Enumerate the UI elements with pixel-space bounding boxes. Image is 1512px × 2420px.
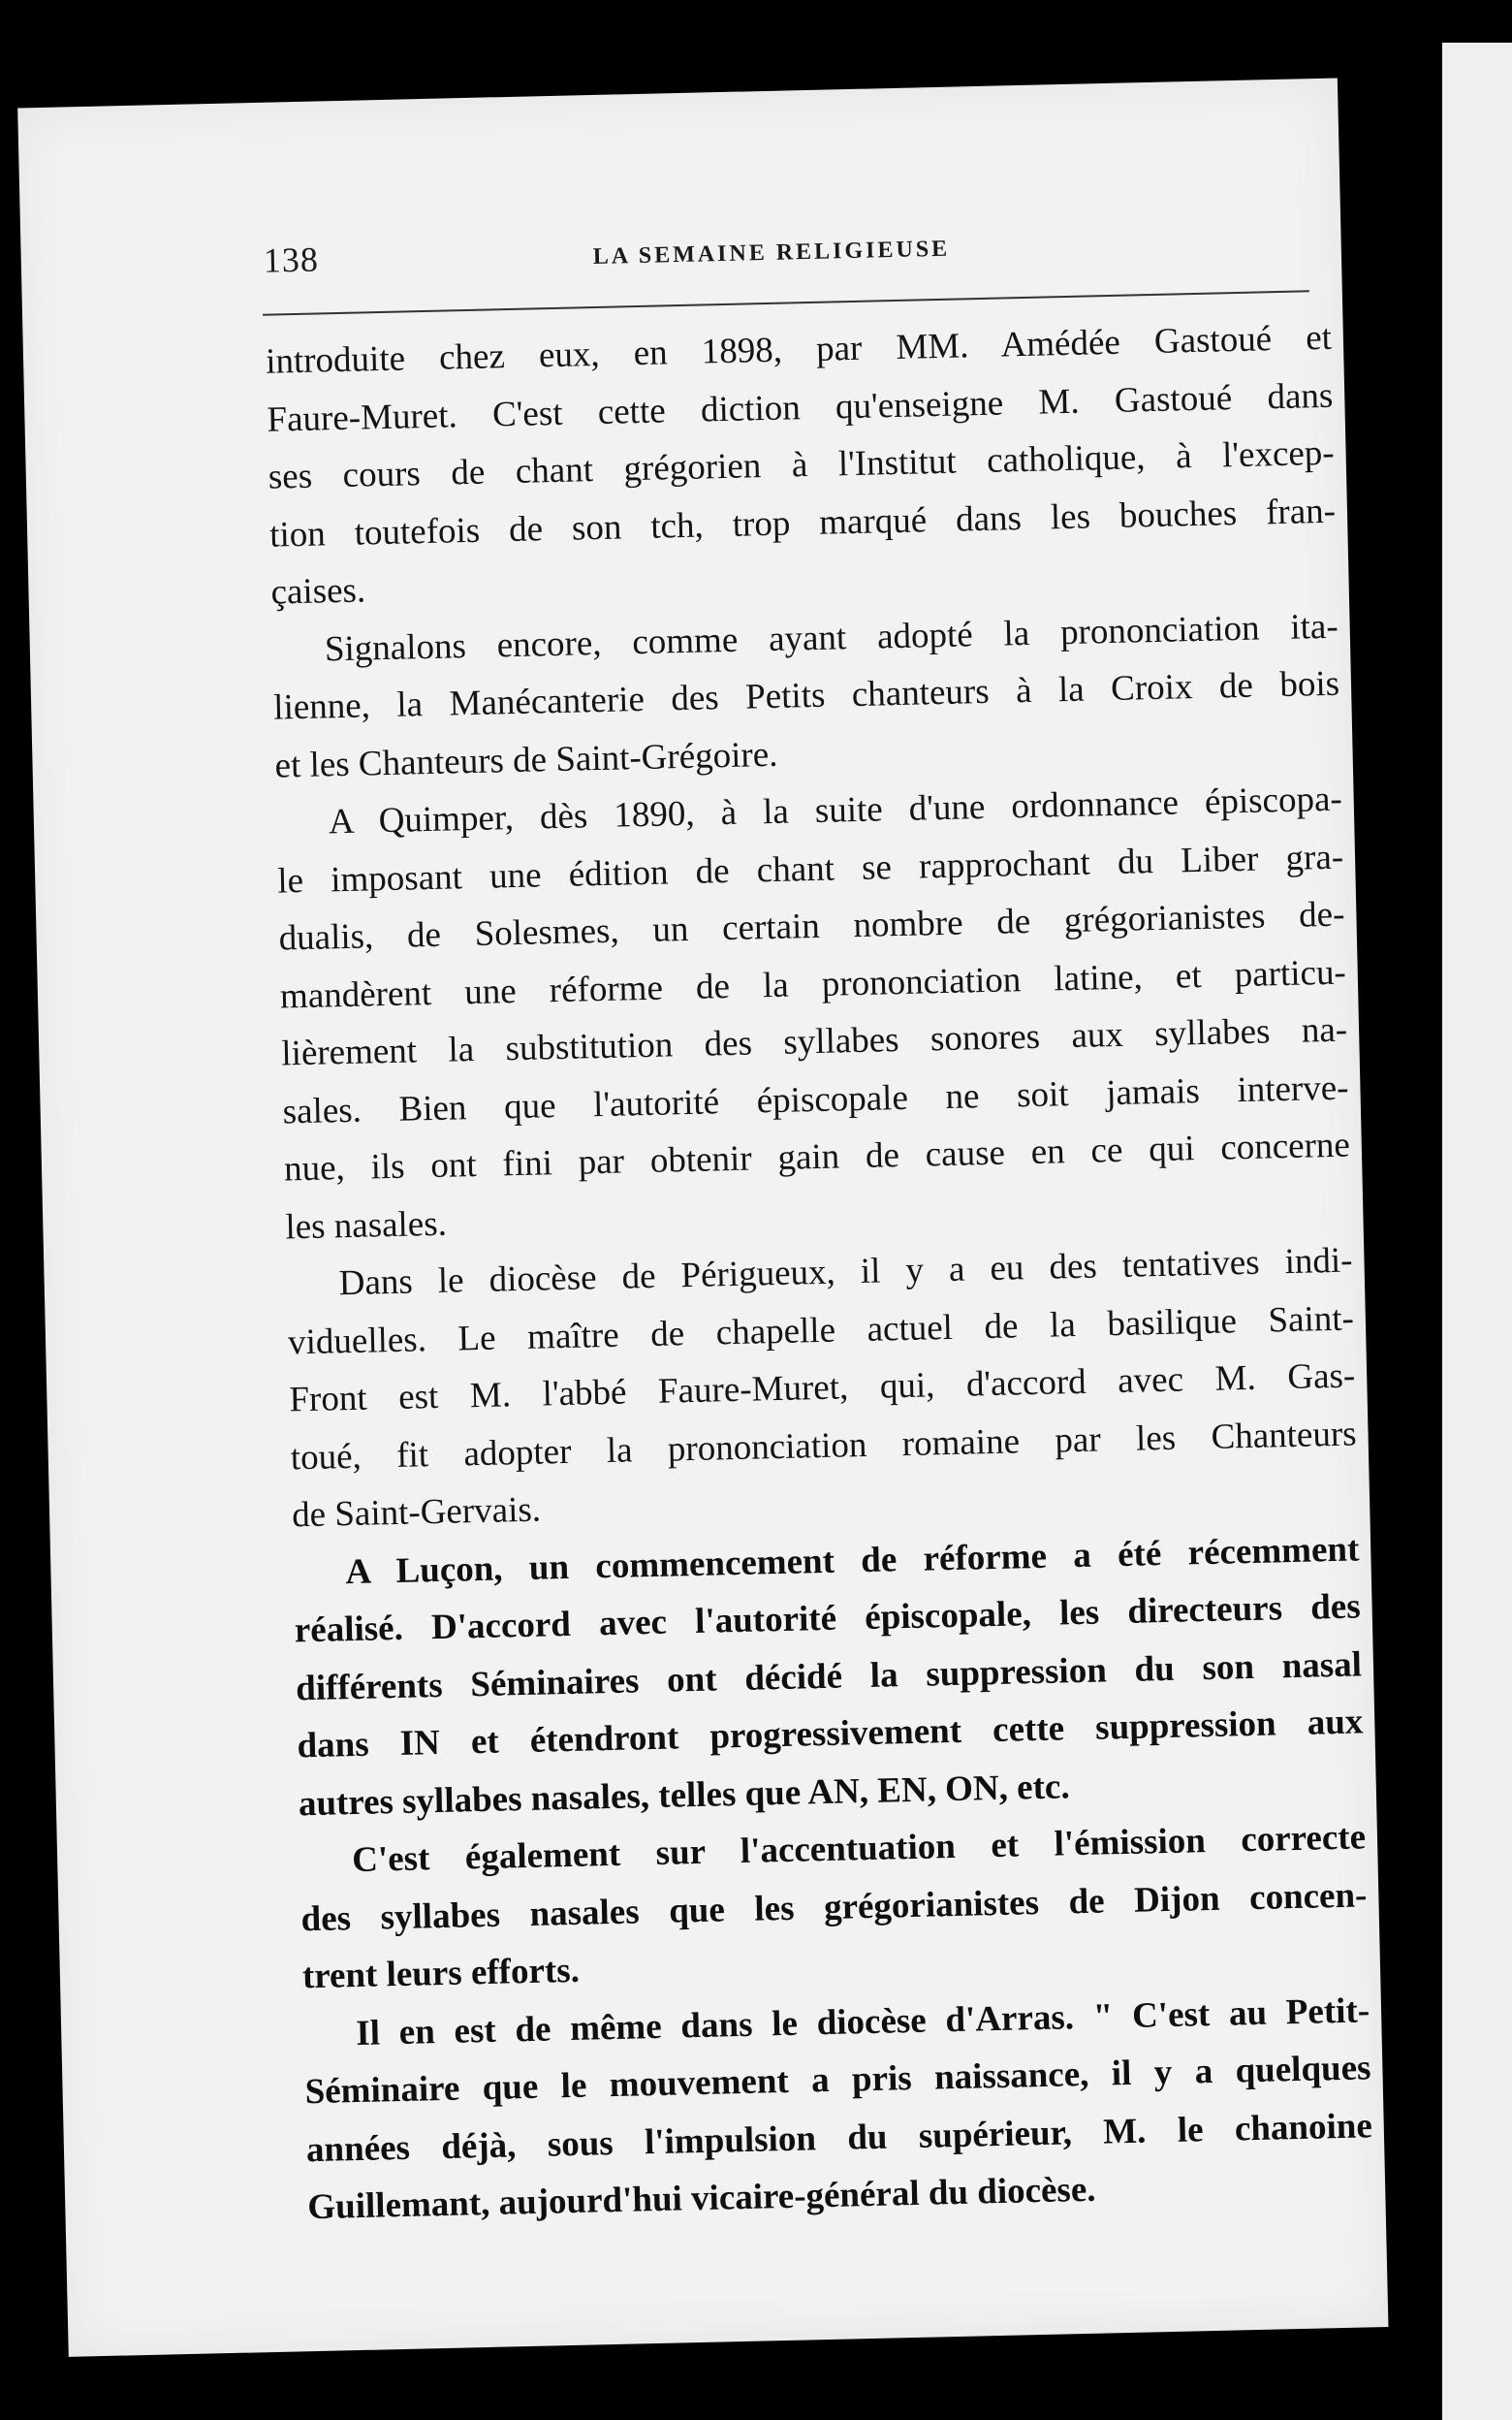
text-line: Faure-Muret. C'est cette diction qu'enseigne M. Gastoué dans [267,375,1334,440]
text-line: Séminaire que le mouvement a pris naissance, il y a quelques [304,2048,1371,2113]
text-line: Dans le diocèse de Périgueux, il y a eu des tentatives indi- [338,1240,1353,1304]
running-title: LA SEMAINE RELIGIEUSE [592,236,951,271]
text-line: lièrement la substitution des syllabes sonores aux syllabes na- [280,1009,1348,1074]
bold-paragraphs [293,1520,1374,2237]
text-line: les nasales. [284,1203,448,1247]
text-line: et les Chanteurs de Saint-Grégoire. [274,734,778,786]
text-line: trent leurs efforts. [301,1950,581,1997]
text-line: réalisé. D'accord avec l'autorité épiscopale, les directeurs des [294,1586,1362,1651]
text-line: dans IN et étendront progressivement cette suppression aux [297,1702,1364,1767]
header-rule [263,290,1309,316]
text-line: mandèrent une réforme de la prononciation latine, et particu- [279,952,1347,1017]
adjacent-page-edge [1442,43,1512,2420]
text-line: différents Séminaires ont décidé la suppression du son nasal [295,1643,1363,1708]
text-line: C'est également sur l'accentuation et l'émission correcte [351,1817,1367,1881]
text-line: toué, fit adopter la prononciation romaine par les Chanteurs [290,1413,1358,1478]
text-line: lienne, la Manécanterie des Petits chanteurs à la Croix de bois [272,663,1340,728]
text-line: de Saint-Gervais. [291,1489,542,1536]
text-line: le imposant une édition de chant se rapprochant du Liber gra- [276,837,1344,902]
text-line: autres syllabes nasales, telles que AN, EN, ON, etc. [298,1766,1071,1824]
book-page [17,79,1388,2357]
text-line: çaises. [270,570,366,613]
text-line: années déjà, sous l'impulsion du supérieur, M. le chanoine [305,2105,1373,2170]
text-line: introduite chez eux, en 1898, par MM. Amédée Gastoué et [265,317,1333,382]
text-line: A Quimper, dès 1890, à la suite d'une ordonnance épiscopa- [328,779,1343,843]
text-line: Front est M. l'abbé Faure-Muret, qui, d'accord avec M. Gas- [289,1355,1356,1420]
text-line: ses cours de chant grégorien à l'Institut catholique, à l'excep- [268,432,1336,497]
text-line: tion toutefois de son tch, trop marqué dans les bouches fran- [268,491,1337,556]
body-text [266,309,1374,2237]
text-line: nue, ils ont fini par obtenir gain de cause en ce qui concerne [283,1125,1351,1190]
text-line: sales. Bien que l'autorité épiscopale ne soit jamais interve- [282,1067,1349,1132]
text-line: des syllabes nasales que les grégorianistes de Dijon concen- [300,1874,1368,1939]
text-line: A Luçon, un commencement de réforme a été récemment [345,1528,1360,1592]
page-number: 138 [263,239,320,280]
regular-paragraphs [266,309,1359,1544]
text-line: Il en est de même dans le diocèse d'Arras. " C'est au Petit- [355,1990,1370,2054]
text-line: viduelles. Le maître de chapelle actuel de la basilique Saint- [287,1297,1355,1362]
text-line: dualis, de Solesmes, un certain nombre de grégorianistes de- [278,894,1345,959]
text-line: Guillemant, aujourd'hui vicaire-général du diocèse. [306,2169,1096,2228]
text-line: Signalons encore, comme ayant adopté la prononciation ita- [324,606,1339,669]
page-header [263,214,1320,297]
